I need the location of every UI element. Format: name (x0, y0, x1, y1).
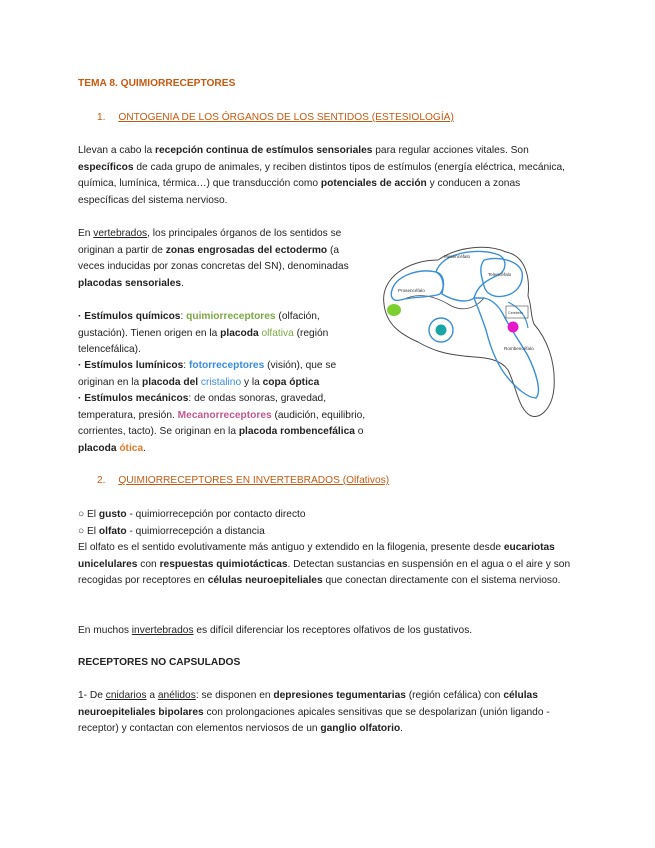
section-2-number: 2. (97, 475, 106, 486)
embryo-outline (384, 247, 555, 416)
section-2-heading (97, 475, 389, 486)
optic-placode (436, 325, 447, 336)
invertebrates-paragraph: En muchos invertebrados es difícil diferenciar los receptores olfativos de los gustativos. (78, 625, 473, 636)
light-stimuli-paragraph: · Estímulos lumínicos: fotorreceptores (visión), que se originan en la placoda del cristalino y la copa óptica (78, 360, 337, 388)
vertebrates-paragraph: En vertebrados, los principales órganos de los sentidos se originan a partir de zonas engrosadas del ectodermo (a veces inducidas por zonas concretas del SN), denominadas placodas sensoriales. (78, 228, 349, 289)
section-2-title: QUIMIORRECEPTORES EN INVERTEBRADOS (Olfativos) (118, 475, 390, 486)
embryo-brain-diagram (378, 238, 561, 421)
page-title: TEMA 8. QUIMIORRECEPTORES (78, 78, 236, 89)
gusto-bullet: ○ El gusto - quimiorrecepción por contacto directo (78, 509, 306, 520)
mechanical-stimuli-paragraph: · Estímulos mecánicos: de ondas sonoras, gravedad, temperatura, presión. Mecanorreceptores (audición, equilibrio, corrientes, tacto). Se originan en la placoda rombencefálica o placoda ótica. (78, 393, 366, 454)
label-small: Cerebelo (508, 311, 523, 315)
section-1-heading (97, 112, 454, 123)
label-rombencefalo: Rombencéfalo (504, 346, 534, 351)
non-capsulated-receptors-heading: RECEPTORES NO CAPSULADOS (78, 657, 241, 668)
label-mesencefalo: Mesencéfalo (444, 254, 471, 259)
label-telencefalo: Telencéfalo (488, 272, 512, 277)
chemical-stimuli-paragraph: · Estímulos químicos: quimiorreceptores (olfación, gustación). Tienen origen en la placoda olfativa (región telencefálica). (78, 311, 329, 356)
brain-vesicle-telencephalon (481, 259, 522, 297)
otic-placode (508, 322, 519, 333)
section-1-title: ONTOGENIA DE LOS ÓRGANOS DE LOS SENTIDOS (ESTESIOLOGÍA) (118, 112, 454, 123)
label-prosencefalo: Prosencéfalo (398, 288, 425, 293)
section-1-number: 1. (97, 112, 106, 123)
olfato-bullet: ○ El olfato - quimiorrecepción a distancia (78, 526, 265, 537)
intro-paragraph: Llevan a cabo la recepción continua de estímulos sensoriales para regular acciones vitales. Son específicos de cada grupo de animales, y reciben distintos tipos de estímulos (energía eléctrica, mecánica, química, lumínica, térmica…) que transducción como potenciales de acción y conducen a zonas específicas del sistema nervioso. (78, 145, 566, 206)
item-1-paragraph: 1- De cnidarios a anélidos: se disponen en depresiones tegumentarias (región cefálica) con células neuroepiteliales bipolares con prolongaciones apicales sensitivas que se despolarizan (unión ligando - receptor) y contactan con elementos nerviosos de un ganglio olfatorio. (78, 690, 550, 735)
olfactory-placode (387, 304, 401, 316)
olfaction-paragraph: El olfato es el sentido evolutivamente más antiguo y extendido en la filogenia, presente desde eucariotas unicelulares con respuestas quimiotácticas. Detectan sustancias en suspensión en el agua o el aire y son recogidas por receptores en células neuroepiteliales que conectan directamente con el sistema nervioso. (78, 542, 571, 587)
